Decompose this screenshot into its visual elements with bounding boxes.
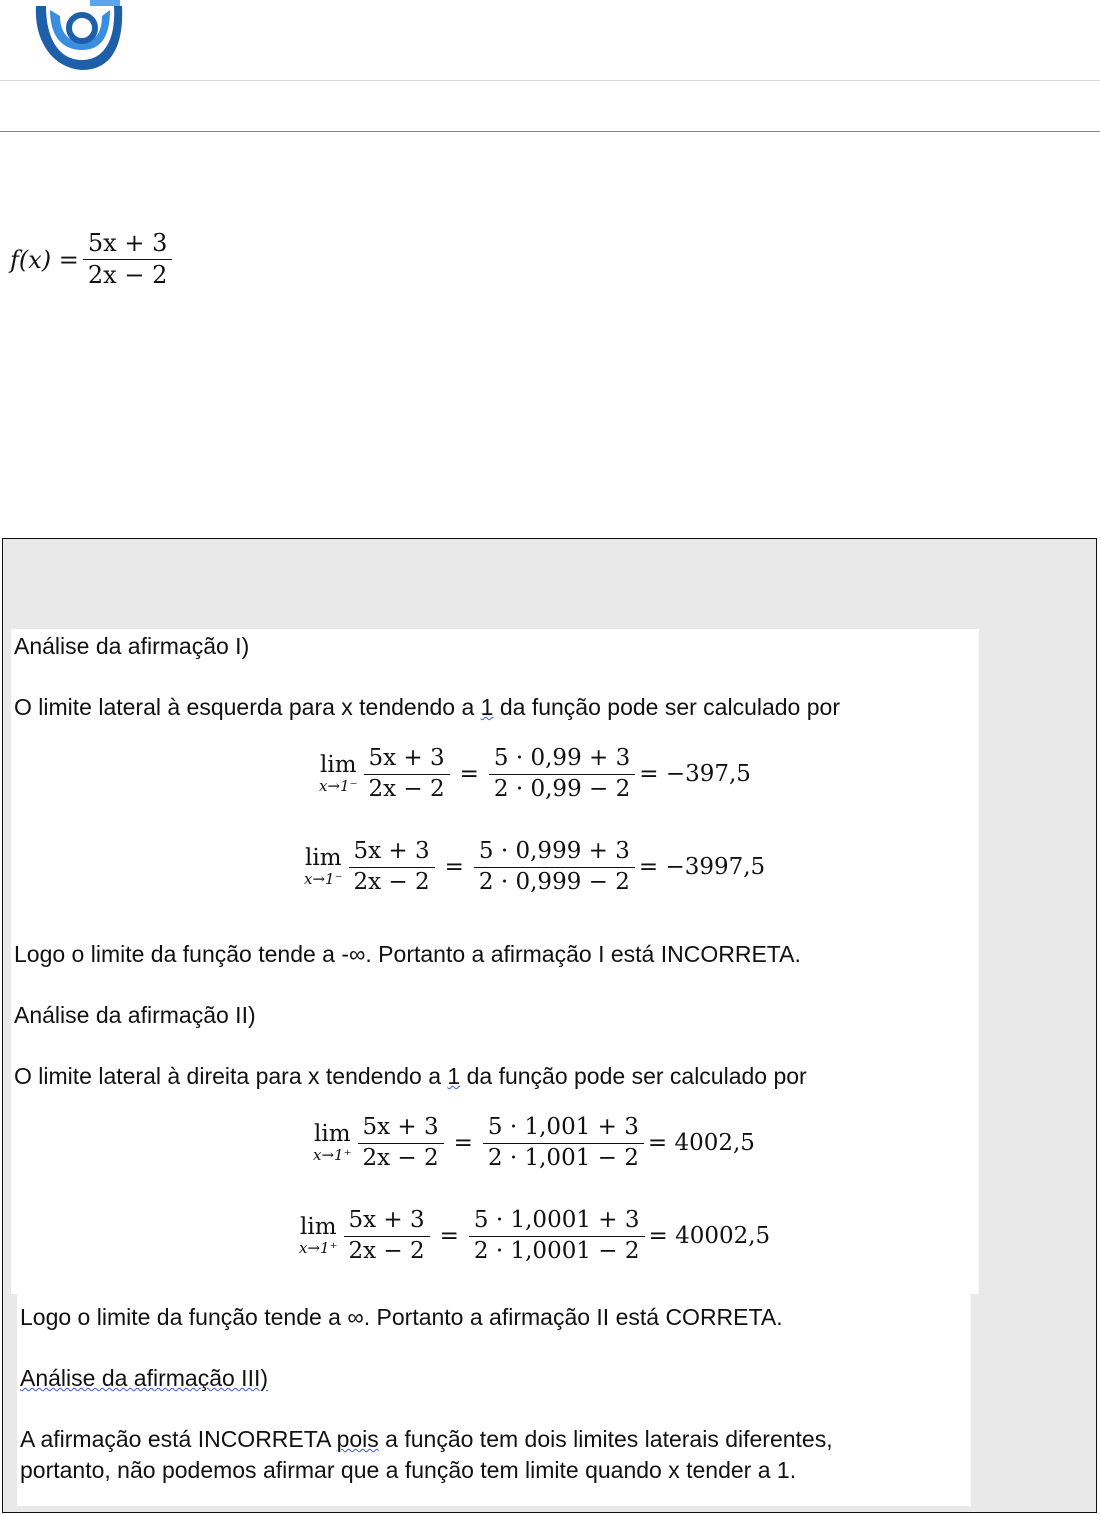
analysis-panel-upper — [11, 629, 979, 1294]
function-fraction — [83, 228, 172, 291]
analysis-panel-lower — [17, 1294, 971, 1506]
header-divider — [0, 80, 1100, 81]
analysis-text-3-line1: A afirmação está INCORRETA pois a função tem dois limites laterais diferentes, — [20, 1426, 833, 1452]
analysis-text-2: O limite lateral à direita para x tendendo a 1 da função pode ser calculado por — [14, 1063, 807, 1089]
institution-logo-icon — [30, 0, 130, 76]
analysis-title-3: Análise da afirmação III) — [20, 1365, 269, 1391]
analysis-title-2: Análise da afirmação II) — [14, 1002, 256, 1028]
limit-equation-4: lim x→1⁺ $\frac{5x + 3}{2x - 2}$ = $\frac{5 \cdot 1,0001 + 3}{2 \cdot 1,0001 - 2}$ = 40002,5 — [299, 1207, 771, 1264]
limit-result-3: = 4002,5 — [647, 1130, 755, 1157]
limit-equation-2: lim x→1⁻ $\frac{5x + 3}{2x - 2}$ = $\frac{5 \cdot 0,999 + 3}{2 \cdot 0,999 - 2}$ = −3997,5 — [304, 838, 766, 895]
section-divider — [0, 131, 1100, 132]
analysis-text-3-line2: portanto, não podemos afirmar que a função tem limite quando x tender a 1. — [20, 1457, 797, 1483]
analysis-text-1: O limite lateral à esquerda para x tendendo a 1 da função pode ser calculado por — [14, 694, 840, 720]
function-numerator: 5x + 3 — [83, 228, 172, 260]
limit-result-2: = −3997,5 — [638, 854, 766, 881]
function-lhs: f(x) = — [10, 245, 79, 274]
analysis-conclusion-1: Logo o limite da função tende a -∞. Portanto a afirmação I está INCORRETA. — [14, 941, 801, 967]
analysis-title-1: Análise da afirmação I) — [14, 633, 250, 659]
limit-result-1: = −397,5 — [639, 761, 751, 788]
limit-result-4: = 40002,5 — [648, 1223, 771, 1250]
analysis-conclusion-2: Logo o limite da função tende a ∞. Portanto a afirmação II está CORRETA. — [20, 1304, 783, 1330]
analysis-box — [2, 538, 1097, 1513]
limit-equation-3: lim x→1⁺ $\frac{5x + 3}{2x - 2}$ = $\frac{5 \cdot 1,001 + 3}{2 \cdot 1,001 - 2}$ = 4002,5 — [313, 1114, 755, 1171]
function-denominator: 2x − 2 — [87, 261, 168, 290]
limit-equation-1: lim x→1⁻ $\frac{5x + 3}{2x - 2}$ = $\frac{5 \cdot 0,99 + 3}{2 \cdot 0,99 - 2}$ = −397,5 — [319, 745, 751, 802]
function-definition — [10, 228, 176, 291]
